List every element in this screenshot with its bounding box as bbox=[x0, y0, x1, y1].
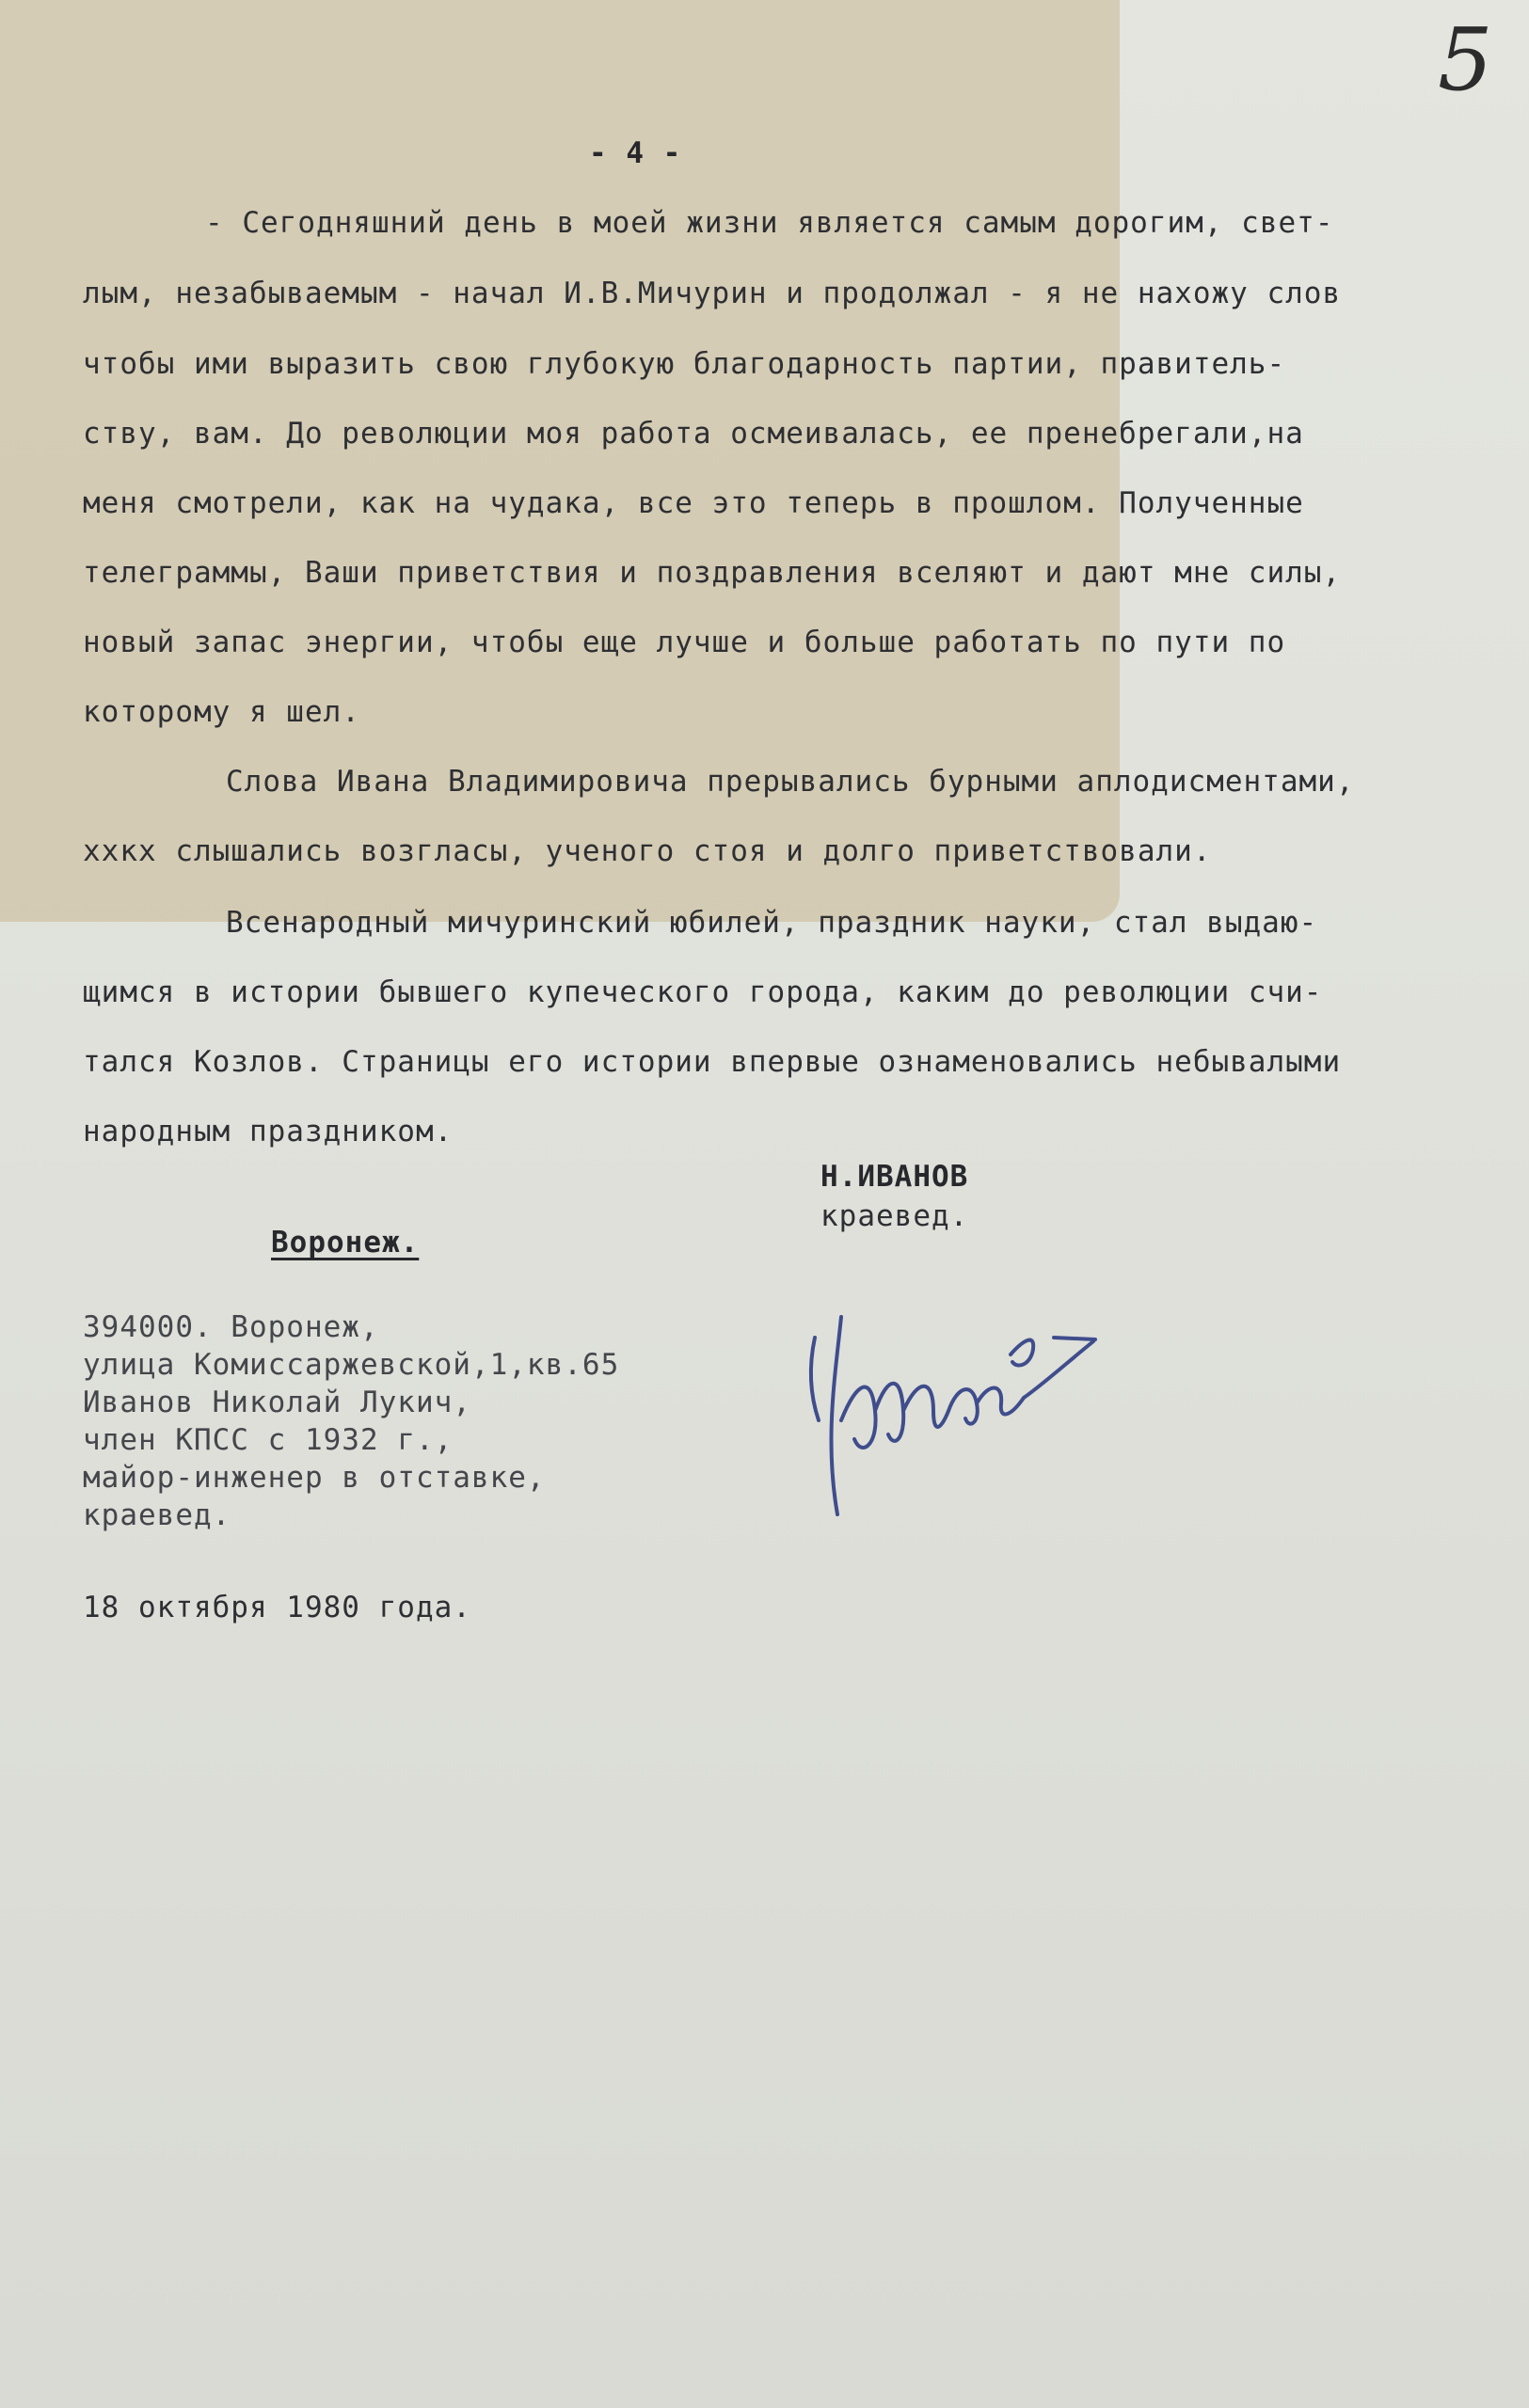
handwritten-signature bbox=[781, 1279, 1120, 1543]
body-line: тался Козлов. Страницы его истории впервые ознаменовались небывалыми bbox=[83, 1045, 1342, 1079]
body-line: Всенародный мичуринский юбилей, праздник науки, стал выдаю- bbox=[226, 906, 1318, 940]
body-line: народным праздником. bbox=[83, 1115, 454, 1149]
body-line: лым, незабываемым - начал И.В.Мичурин и продолжал - я не нахожу слов bbox=[83, 277, 1342, 310]
city-heading: Воронеж. bbox=[271, 1226, 420, 1259]
body-line: чтобы ими выразить свою глубокую благодарность партии, правитель- bbox=[83, 347, 1286, 381]
page-marker: - 4 - bbox=[589, 136, 682, 170]
address-line: краевед. bbox=[83, 1498, 231, 1532]
body-line: телеграммы, Ваши приветствия и поздравления вселяют и дают мне силы, bbox=[83, 556, 1342, 590]
folio-number: 5 bbox=[1438, 9, 1493, 110]
author-name: Н.ИВАНОВ bbox=[820, 1160, 969, 1194]
address-line: улица Комиссаржевской,1,кв.65 bbox=[83, 1348, 620, 1382]
document-date: 18 октября 1980 года. bbox=[83, 1591, 471, 1624]
body-line: новый запас энергии, чтобы еще лучше и больше работать по пути по bbox=[83, 626, 1286, 659]
body-line: меня смотрели, как на чудака, все это теперь в прошлом. Полученные bbox=[83, 486, 1304, 520]
body-line: ству, вам. До революции моя работа осмеивалась, ее пренебрегали,на bbox=[83, 417, 1304, 451]
address-line: Иванов Николай Лукич, bbox=[83, 1386, 471, 1419]
body-line: - Сегодняшний день в моей жизни является самым дорогим, свет- bbox=[205, 206, 1334, 240]
body-line: щимся в истории бывшего купеческого города, каким до революции счи- bbox=[83, 975, 1323, 1009]
address-line: 394000. Воронеж, bbox=[83, 1310, 379, 1344]
address-line: майор-инженер в отставке, bbox=[83, 1461, 546, 1495]
body-line: которому я шел. bbox=[83, 695, 360, 729]
body-line: Слова Ивана Владимировича прерывались бурными аплодисментами, bbox=[226, 765, 1355, 799]
author-title: краевед. bbox=[820, 1199, 969, 1233]
address-line: член КПСС с 1932 г., bbox=[83, 1423, 454, 1457]
body-line: ххкх слышались возгласы, ученого стоя и долго приветствовали. bbox=[83, 834, 1212, 868]
